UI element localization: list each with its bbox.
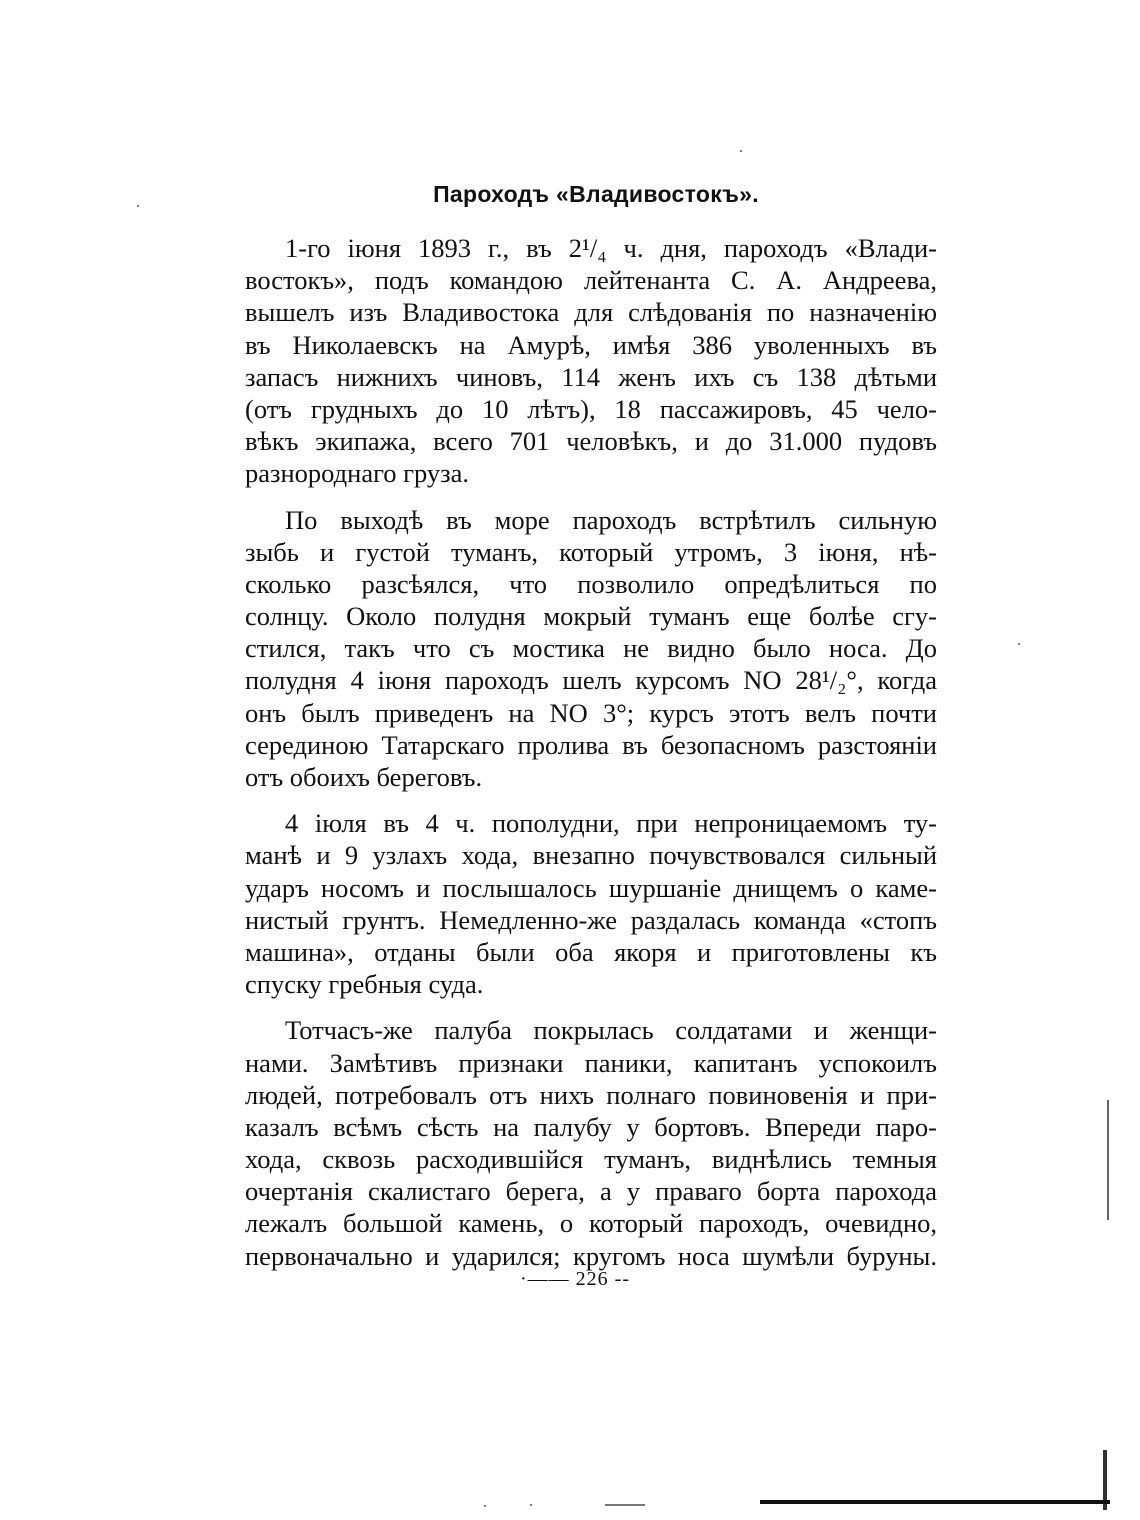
text-line: 1-го іюня 1893 г., въ 2¹/₄ ч. дня, пароходъ «Влади- xyxy=(285,233,937,263)
text-line: По выходѣ въ море пароходъ встрѣтилъ сильную xyxy=(285,504,937,535)
paragraph-3 xyxy=(245,807,937,1000)
text-line: очертанія скалистаго берега, а у праваго борта парохода xyxy=(245,1176,937,1207)
text-line: вѣкъ экипажа, всего 701 человѣкъ, и до 31.000 пудовъ xyxy=(245,426,937,457)
text-line: вышелъ изъ Владивостока для слѣдованія по назначенію xyxy=(245,297,937,328)
text-line: полудня 4 іюня пароходъ шелъ курсомъ NO 28¹/₂°, когда xyxy=(245,665,937,696)
scan-edge-mark xyxy=(1107,1100,1109,1220)
text-line: востокъ», подъ командою лейтенанта С. А. Андреева, xyxy=(245,265,937,296)
paragraph-2 xyxy=(245,504,937,794)
text-line: спуску гребныя суда. xyxy=(245,969,484,1000)
text-line: стился, такъ что съ мостика не видно было носа. До xyxy=(245,633,937,664)
text-line: серединою Татарскаго пролива въ безопасномъ разстояніи xyxy=(245,729,937,760)
text-line: въ Николаевскъ на Амурѣ, имѣя 386 уволенныхъ въ xyxy=(245,329,937,360)
paragraph-4 xyxy=(245,1014,937,1272)
page-number: ·—— 226 -- xyxy=(520,1268,630,1290)
text-line: нистый грунтъ. Немедленно-же раздалась команда «стопъ xyxy=(245,904,937,935)
text-line: зыбь и густой туманъ, который утромъ, 3 іюня, нѣ- xyxy=(245,536,937,567)
text-line: разнороднаго груза. xyxy=(245,458,470,489)
text-line: ударъ носомъ и послышалось шуршаніе днищемъ о камe- xyxy=(245,872,937,903)
text-line: 4 іюля въ 4 ч. пополудни, при непроницаемомъ ту- xyxy=(285,808,937,839)
text-line: онъ былъ приведенъ на NO 3°; курсъ этотъ велъ почти xyxy=(245,697,937,728)
text-line: солнцу. Около полудня мокрый туманъ еще болѣе сгу- xyxy=(245,601,937,632)
page-title: Пароходъ «Владивостокъ». xyxy=(433,181,759,207)
text-line: запасъ нижнихъ чиновъ, 114 женъ ихъ съ 138 дѣтьми xyxy=(245,361,937,392)
text-line: отъ обоихъ береговъ. xyxy=(245,762,483,792)
text-line: (отъ грудныхъ до 10 лѣтъ), 18 пассажировъ, 45 чело- xyxy=(245,393,937,424)
text-line: машина», отданы были оба якоря и приготовлены къ xyxy=(245,936,937,967)
scan-edge-mark xyxy=(605,1504,645,1506)
text-line: манѣ и 9 узлахъ хода, внезапно почувствовался сильный xyxy=(245,840,937,871)
text-line: хода, сквозь расходившійся туманъ, виднѣлись темныя xyxy=(245,1144,937,1175)
text-line: сколько разсѣялся, что позволило опредѣлиться по xyxy=(245,568,937,599)
text-line: людей, потребовалъ отъ нихъ полнаго повиновенія и при- xyxy=(245,1079,937,1110)
text-line: казалъ всѣмъ сѣсть на палубу у бортовъ. Впереди паро- xyxy=(245,1111,937,1142)
text-line: первоначально и ударился; кругомъ носа шумѣли буруны. xyxy=(245,1240,937,1271)
scan-edge-mark xyxy=(760,1500,1110,1504)
text-line: лежалъ большой камень, о который пароходъ, очевидно, xyxy=(245,1208,937,1239)
scan-speck xyxy=(1018,643,1020,645)
scan-speck xyxy=(137,205,139,207)
paragraph-1 xyxy=(245,232,937,490)
scan-speck xyxy=(484,1505,486,1507)
text-line: Тотчасъ-же палуба покрылась солдатами и женщи- xyxy=(285,1015,937,1046)
scan-speck xyxy=(530,1504,532,1506)
text-line: нами. Замѣтивъ признаки паники, капитанъ успокоилъ xyxy=(245,1047,937,1078)
body-text xyxy=(245,232,937,1286)
scan-speck xyxy=(740,150,742,152)
